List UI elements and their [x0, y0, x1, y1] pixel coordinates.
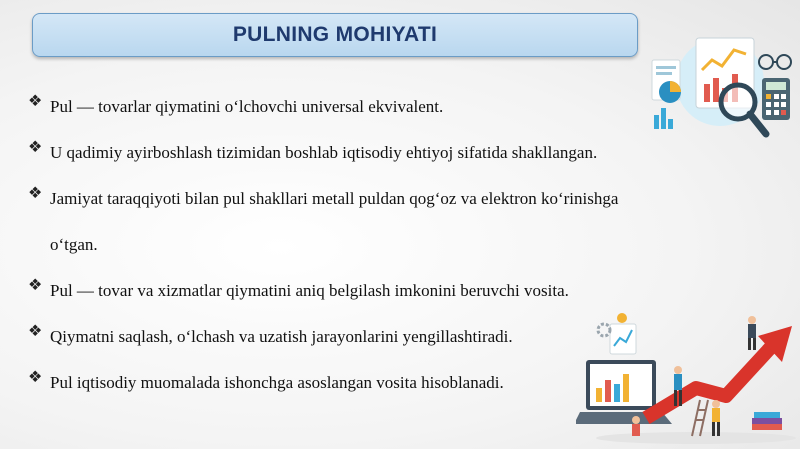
bullet-text: Qiymatni saqlash, o‘lchash va uzatish jarayonlarini yengillashtiradi. [50, 327, 513, 346]
coin-icon [617, 313, 627, 323]
gear-icon [598, 324, 610, 336]
bullet-text: Jamiyat taraqqiyoti bilan pul shakllari metall puldan qog‘oz va elektron ko‘rinishga [50, 189, 619, 208]
diamond-bullet-icon: ❖ [28, 369, 43, 386]
bullet-text-continued: o‘tgan. [50, 235, 98, 254]
list-item [28, 184, 748, 276]
bullet-text: Pul — tovarlar qiymatini o‘lchovchi universal ekvivalent. [50, 97, 444, 116]
diamond-bullet-icon: ❖ [28, 323, 43, 340]
analytics-illustration [648, 30, 798, 145]
growth-arrow-icon [646, 346, 772, 418]
person-figure-icon [712, 400, 720, 436]
bullet-text: U qadimiy ayirboshlash tizimidan boshlab iqtisodiy ehtiyoj sifatida shakllangan. [50, 143, 598, 162]
ladder-icon [692, 400, 708, 436]
mini-bar-icon [654, 115, 659, 129]
books-stack-icon [752, 412, 782, 430]
glasses-icon [759, 55, 773, 69]
diamond-bullet-icon: ❖ [28, 93, 43, 110]
bullet-text: Pul iqtisodiy muomalada ishonchga asoslangan vosita hisoblanadi. [50, 373, 504, 392]
page-title: PULNING MOHIYATI [232, 23, 438, 46]
diamond-bullet-icon: ❖ [28, 277, 43, 294]
person-figure-icon [748, 316, 756, 350]
list-item [28, 138, 748, 184]
bullet-text: Pul — tovar va xizmatlar qiymatini aniq belgilash imkonini beruvchi vosita. [50, 281, 569, 300]
list-item [28, 92, 748, 138]
business-growth-illustration [576, 300, 800, 446]
person-figure-icon [632, 416, 640, 436]
diamond-bullet-icon: ❖ [28, 185, 43, 202]
diamond-bullet-icon: ❖ [28, 139, 43, 156]
title-banner [32, 13, 638, 57]
